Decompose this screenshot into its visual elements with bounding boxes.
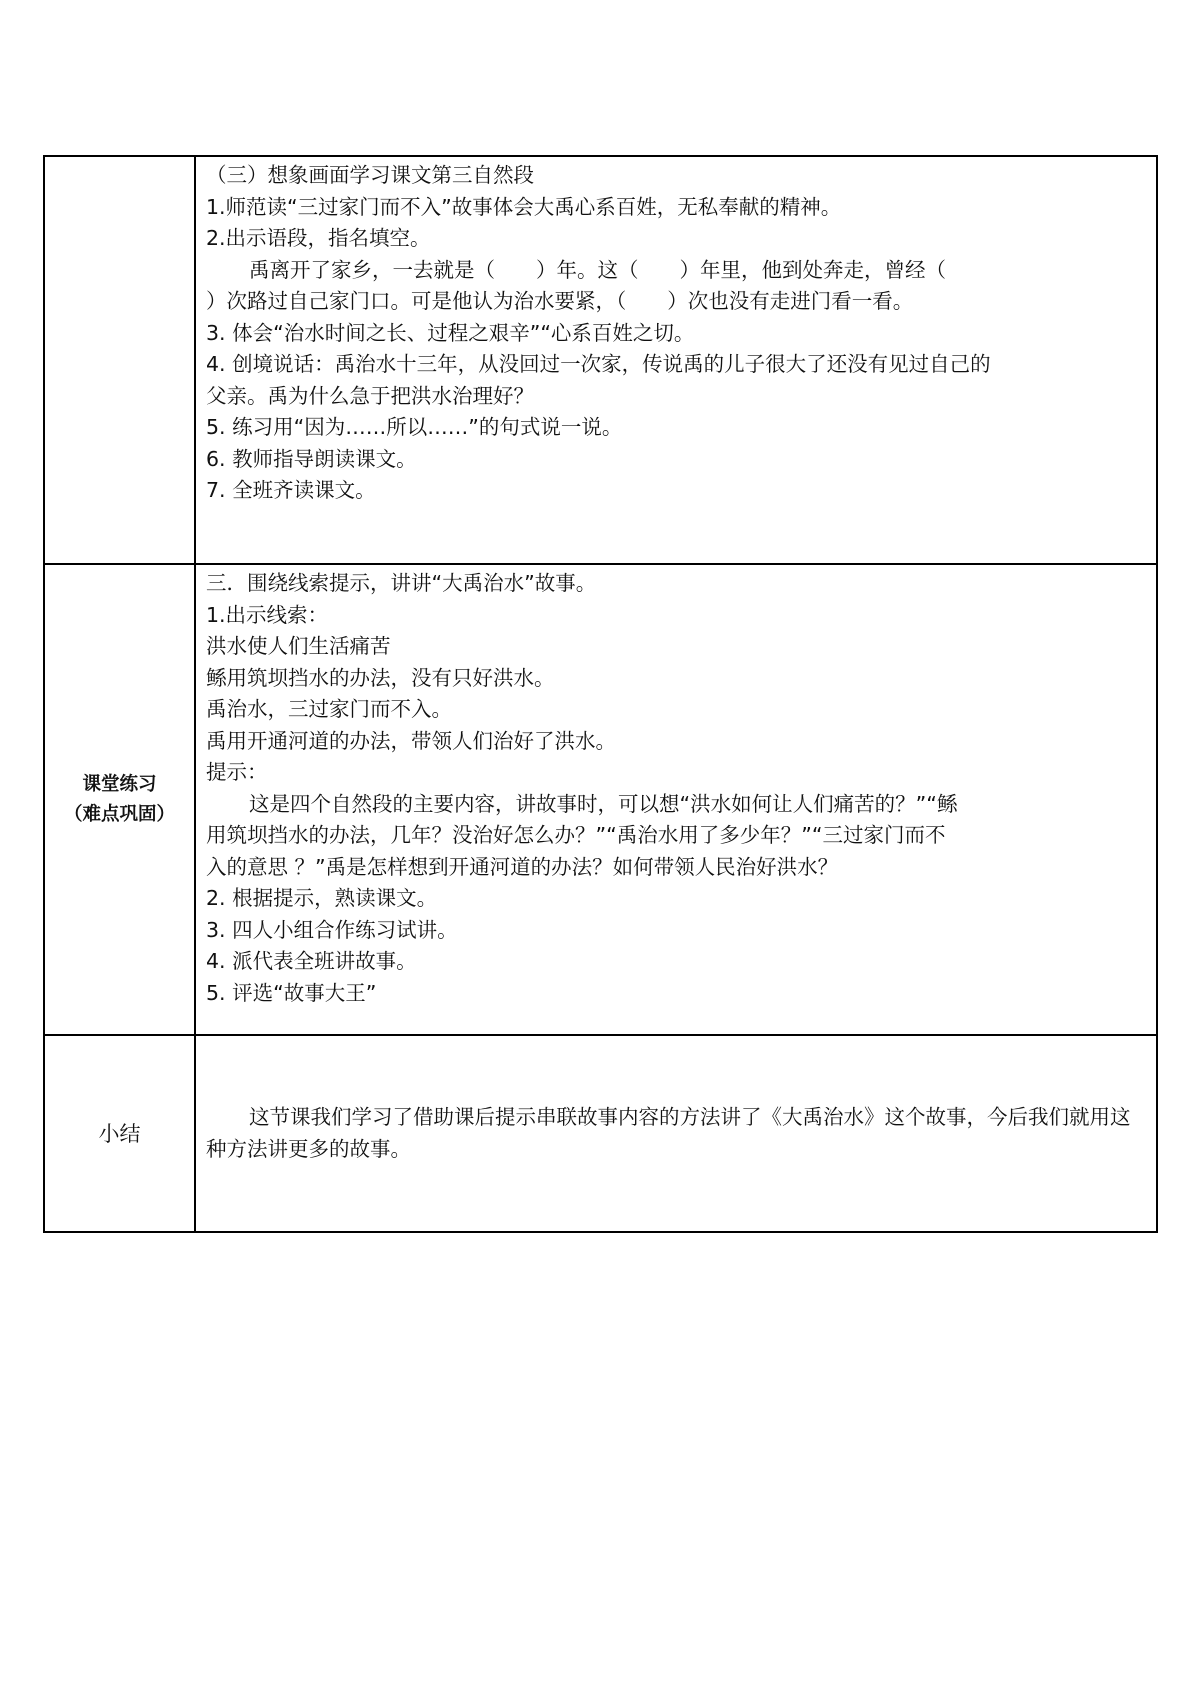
table-row-summary xyxy=(44,1035,1157,1232)
content-line: 4. 派代表全班讲故事。 xyxy=(206,949,417,973)
row-label-summary: 小结 xyxy=(98,1121,141,1146)
hint-line: 这是四个自然段的主要内容，讲故事时，可以想“洪水如何让人们痛苦的？”“鲧 xyxy=(249,791,958,816)
content-line: 2. 根据提示，熟读课文。 xyxy=(206,886,438,910)
content-line: （三）想象画面学习课文第三自然段 xyxy=(206,163,534,187)
content-line: 1.师范读“三过家门而不入”故事体会大禹心系百姓，无私奉献的精神。 xyxy=(206,194,842,219)
row-content-cell xyxy=(195,1035,1157,1232)
table-row-practice xyxy=(44,564,1157,1035)
fill-blank-line: ）次路过自己家门口。可是他认为治水要紧，（ ）次也没有走进门看一看。 xyxy=(206,289,914,313)
clue-line: 禹治水，三过家门而不入。 xyxy=(206,697,452,721)
content-line: 7. 全班齐读课文。 xyxy=(206,478,376,502)
content-line: 5. 评选“故事大王” xyxy=(206,980,377,1005)
content-line: 2.出示语段，指名填空。 xyxy=(206,226,431,250)
content-line: 三．围绕线索提示，讲讲“大禹治水”故事。 xyxy=(206,571,597,595)
summary-paragraph: 这节课我们学习了借助课后提示串联故事内容的方法讲了《大禹治水》这个故事，今后我们就用这种方法讲更多的故事。 xyxy=(206,1105,1131,1161)
clue-line: 鲧用筑坝挡水的办法，没有只好洪水。 xyxy=(206,665,555,690)
lesson-plan-table xyxy=(43,155,1158,1233)
row-content-cell xyxy=(195,156,1157,564)
content-line: 4. 创境说话：禹治水十三年，从没回过一次家，传说禹的儿子很大了还没有见过自己的 xyxy=(206,352,991,376)
content-line: 3. 体会“治水时间之长、过程之艰辛”“心系百姓之切。 xyxy=(206,320,695,345)
content-line: 5. 练习用“因为……所以……”的句式说一说。 xyxy=(206,415,623,439)
row-label-sub: （难点巩固） xyxy=(63,803,175,825)
row-label-cell xyxy=(44,564,195,1035)
content-line: 1.出示线索： xyxy=(206,602,329,627)
clue-line: 禹用开通河道的办法，带领人们治好了洪水。 xyxy=(206,728,616,753)
hint-line: 入的意思 ？”禹是怎样想到开通河道的办法？如何带领人民治好洪水？ xyxy=(206,854,839,879)
fill-blank-line: 禹离开了家乡，一去就是（ ）年。这（ ）年里，他到处奔走，曾经（ xyxy=(249,257,946,282)
row-label-practice: 课堂练习 xyxy=(82,773,157,795)
row-content-cell xyxy=(195,564,1157,1035)
clue-line: 洪水使人们生活痛苦 xyxy=(206,634,391,658)
row-label-cell xyxy=(44,156,195,564)
content-line: 3. 四人小组合作练习试讲。 xyxy=(206,917,458,942)
table-row-section-3 xyxy=(44,156,1157,564)
row-label-cell xyxy=(44,1035,195,1232)
content-line: 6. 教师指导朗读课文。 xyxy=(206,446,417,471)
content-line: 父亲。禹为什么急于把洪水治理好？ xyxy=(206,383,534,408)
hint-line: 用筑坝挡水的办法，几年？没治好怎么办？”“禹治水用了多少年？”“三过家门而不 xyxy=(206,823,946,847)
content-line: 提示： xyxy=(206,760,268,784)
